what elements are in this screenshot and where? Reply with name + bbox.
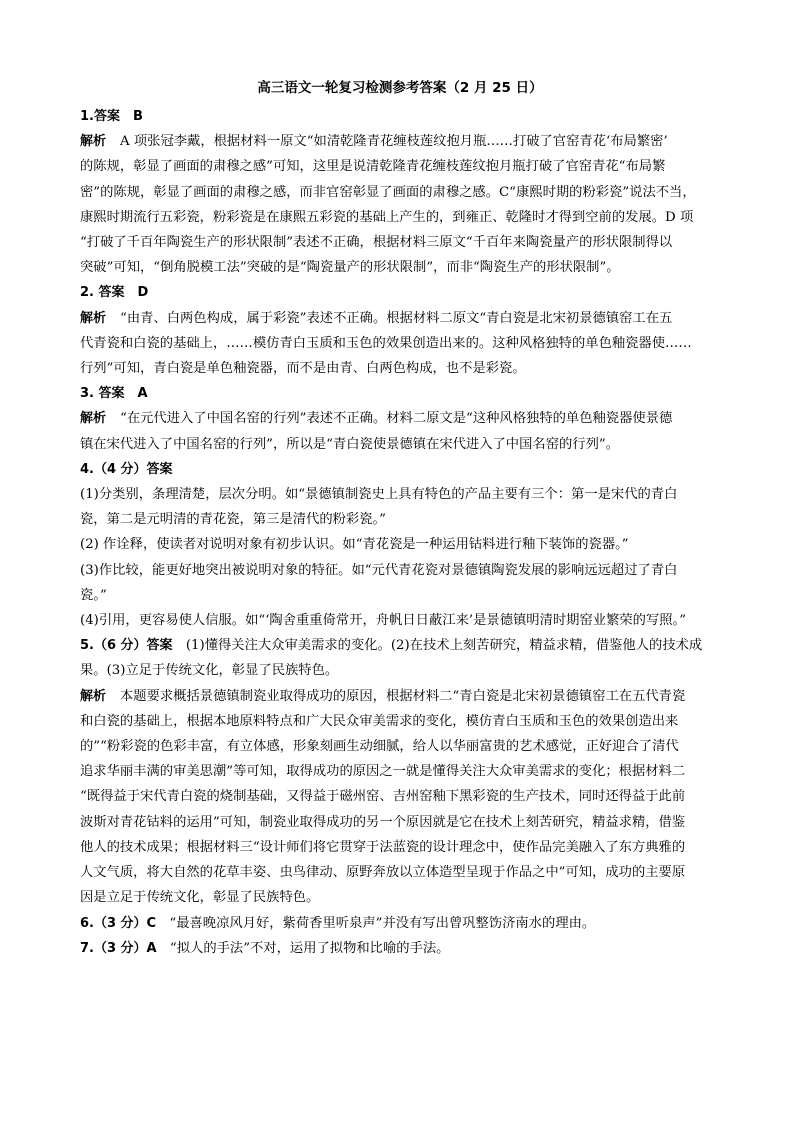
q4-answer-heading: 4.（4 分）答案	[80, 461, 173, 477]
q1-text: A 项张冠李戴，根据材料一原文“如清乾隆青花缠枝莲纹抱月瓶……打破了官窑青花‘布局繁密’	[120, 134, 668, 150]
q7-text: “拟人的手法”不对，运用了拟物和比喻的手法。	[169, 940, 450, 956]
page-title: 高三语文一轮复习检测参考答案（2 月 25 日）	[257, 80, 543, 96]
q5-analysis-line-9: 因是立足于传统文化，彰显了民族特色。	[80, 890, 320, 906]
q1-analysis-line-5: “打破了千百年陶瓷生产的形状限制”表述不正确，根据材料三原文“千百年来陶瓷量产的形状限制得以	[80, 235, 673, 251]
q6-answer-heading: 6.（3 分）C	[80, 915, 157, 931]
question-6	[80, 911, 720, 936]
q6-text: “最喜晚凉风月好，紫荷香里听泉声”并没有写出曾巩整饬济南水的理由。	[169, 915, 596, 931]
question-5	[80, 633, 720, 910]
q7-line	[80, 936, 720, 961]
q6-line	[80, 911, 720, 936]
q4-line-5: 瓷。”	[80, 587, 107, 603]
q1-analysis-line-1	[80, 129, 720, 154]
q4-line-3: (2) 作诠释，使读者对说明对象有初步认识。如“青花瓷是一种运用钴料进行釉下装饰的瓷器。”	[80, 537, 629, 553]
question-3	[80, 381, 720, 457]
q2-analysis-line-1	[80, 306, 720, 331]
q5-analysis-line-8: 人文气质，将大自然的花草丰姿、虫鸟律动、原野奔放以立体造型呈现于作品之中”可知，成功的主要原	[80, 865, 686, 881]
q5-analysis-line-6: 波斯对青花钴料的运用”可知，制瓷业取得成功的另一个原因就是它在技术上刻苦研究，精益求精，借鉴	[80, 814, 686, 830]
q2-analysis-line-2: 代青瓷和白瓷的基础上，……模仿青白玉质和玉色的效果创造出来的。这种风格独特的单色釉瓷器使……	[80, 335, 692, 351]
q5-text: 本题要求概括景德镇制瓷业取得成功的原因，根据材料二“青白瓷是北宋初景德镇窑工在五代青瓷	[120, 688, 686, 704]
q5-analysis-line-2: 和白瓷的基础上，根据本地原料特点和广大民众审美需求的变化，模仿青白玉质和玉色的效果创造出来	[80, 713, 679, 729]
q5-analysis-line-4: 追求华丽丰满的审美思潮”等可知，取得成功的原因之一就是懂得关注大众审美需求的变化；根据材料二	[80, 764, 686, 780]
question-1	[80, 104, 720, 280]
q2-text: “由青、白两色构成，属于彩瓷”表述不正确。根据材料二原文“青白瓷是北宋初景德镇窑工在五	[120, 310, 673, 326]
q5-answer-heading: 5.（6 分）答案	[80, 638, 173, 654]
q5-analysis-line-3: 的”“粉彩瓷的色彩丰富，有立体感，形象刻画生动细腻，给人以华丽富贵的艺术感觉，正好迎合了清代	[80, 739, 679, 755]
answer-sheet	[80, 78, 720, 961]
q1-analysis-line-6: 突破”可知，“倒角脱模工法”突破的是“陶瓷量产的形状限制”，而非“陶瓷生产的形状限制”。	[80, 260, 620, 276]
q2-analysis-label: 解析	[80, 310, 107, 326]
q4-line-6: (4)引用，更容易使人信服。如“‘陶舍重重倚常开，舟帆日日蔽江来’是景德镇明清时期窑业繁荣的写照。”	[80, 613, 686, 629]
question-7	[80, 936, 720, 961]
q1-analysis-line-4: 康熙时期流行五彩瓷，粉彩瓷是在康熙五彩瓷的基础上产生的，到雍正、乾隆时才得到空前的发展。D 项	[80, 209, 694, 225]
q5-answer-line-2: 果。(3)立足于传统文化，彰显了民族特色。	[80, 663, 339, 679]
q2-analysis-line-3: 行列”可知，青白瓷是单色釉瓷器，而不是由青、白两色构成，也不是彩瓷。	[80, 361, 526, 377]
q1-answer-heading: 1.答案 B	[80, 109, 143, 124]
question-4	[80, 457, 720, 633]
q3-analysis-line-2: 镇在宋代进入了中国名窑的行列”，所以是“青白瓷使景德镇在宋代进入了中国名窑的行列”。	[80, 436, 619, 452]
q3-analysis-label: 解析	[80, 411, 107, 427]
q3-analysis-line-1	[80, 406, 720, 431]
q5-answer-line-1	[80, 633, 720, 658]
q4-line-4: (3)作比较，能更好地突出被说明对象的特征。如“元代青花瓷对景德镇陶瓷发展的影响远远超过了青白	[80, 562, 678, 578]
q5-analysis-line-1	[80, 684, 720, 709]
q1-analysis-label: 解析	[80, 134, 107, 150]
q4-line-2: 瓷，第二是元明清的青花瓷，第三是清代的粉彩瓷。”	[80, 512, 386, 528]
q5-answer-text: (1)懂得关注大众审美需求的变化。(2)在技术上刻苦研究，精益求精，借鉴他人的技术成	[185, 638, 703, 654]
q2-answer-heading: 2. 答案 D	[80, 285, 149, 301]
q3-answer-heading: 3. 答案 A	[80, 386, 148, 402]
q5-analysis-line-7: 他人的技术成果；根据材料三“设计师们将它贯穿于法蓝瓷的设计理念中，使作品完美融入了东方典雅的	[80, 839, 686, 855]
q1-analysis-line-2: 的陈规，彰显了画面的肃穆之感”可知，这里是说清乾隆青花缠枝莲纹抱月瓶打破了官窑青花“布局繁	[80, 159, 666, 175]
q5-analysis-label: 解析	[80, 688, 107, 704]
q4-line-1: (1)分类别，条理清楚，层次分明。如“景德镇制瓷史上具有特色的产品主要有三个：第一是宋代的青白	[80, 487, 678, 503]
q1-analysis-line-3: 密”的陈规，彰显了画面的肃穆之感，而非官窑彰显了画面的肃穆之感。C“康熙时期的粉彩瓷”说法不当，	[80, 184, 696, 200]
question-2	[80, 280, 720, 381]
q7-answer-heading: 7.（3 分）A	[80, 940, 157, 956]
q5-analysis-line-5: “既得益于宋代青白瓷的烧制基础，又得益于磁州窑、吉州窑釉下黑彩瓷的生产技术，同时还得益于此前	[80, 789, 686, 805]
q3-text: “在元代进入了中国名窑的行列”表述不正确。材料二原文是“这种风格独特的单色釉瓷器使景德	[120, 411, 673, 427]
